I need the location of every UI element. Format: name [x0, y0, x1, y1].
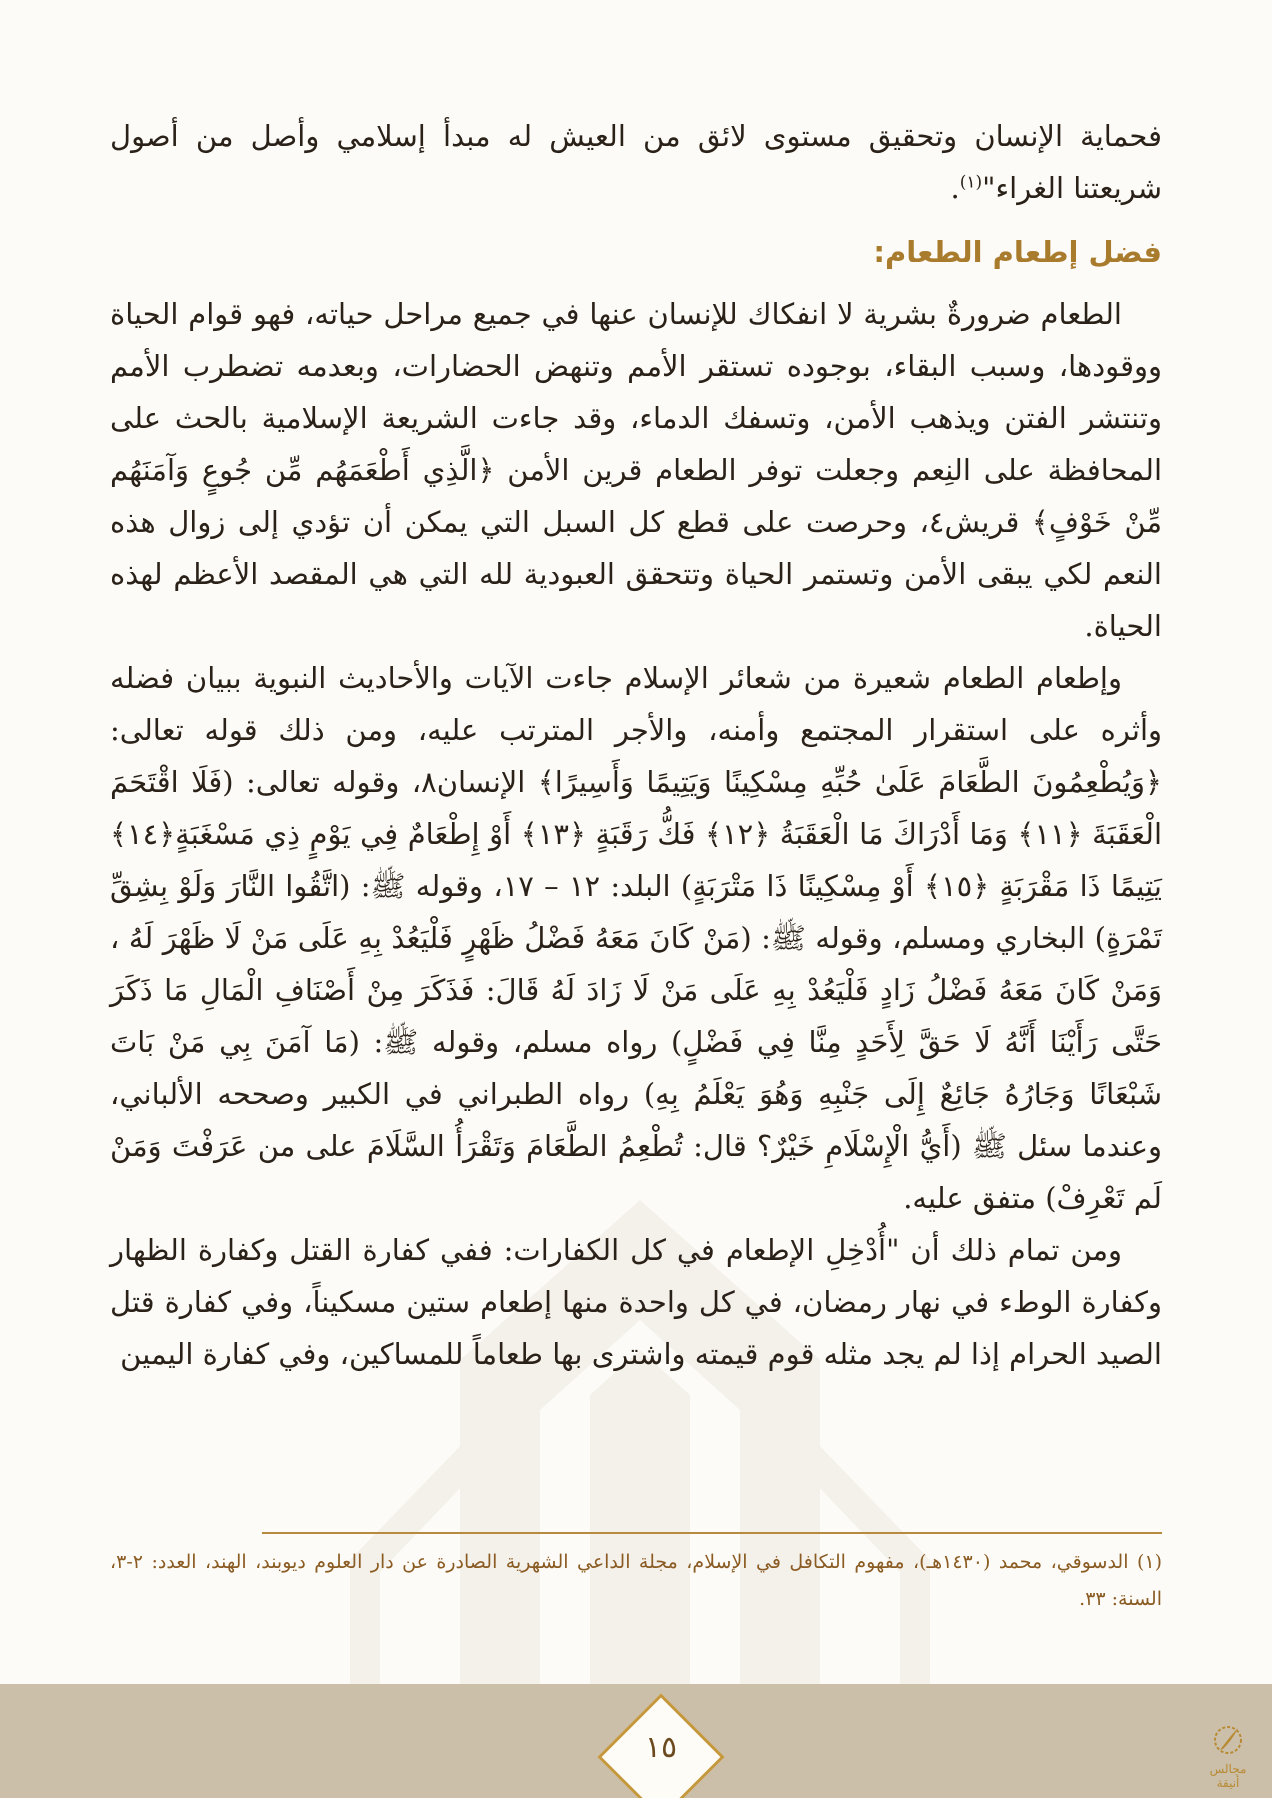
body-paragraph-2: وإطعام الطعام شعيرة من شعائر الإسلام جاءت الآيات والأحاديث النبوية ببيان فضله وأثره على استقرار المجتمع وأمنه، والأجر المترتب عليه، ومن ذلك قوله تعالى: ﴿وَيُطْعِمُونَ الطَّعَامَ عَلَىٰ حُبِّهِ مِسْكِينًا وَيَتِيمًا وَأَسِيرًا﴾ الإنسان٨، وقوله تعالى: (فَلَا اقْتَحَمَ الْعَقَبَةَ ﴿١١﴾ وَمَا أَدْرَاكَ مَا الْعَقَبَةُ ﴿١٢﴾ فَكُّ رَقَبَةٍ ﴿١٣﴾ أَوْ إِطْعَامٌ فِي يَوْمٍ ذِي مَسْغَبَةٍ﴿١٤﴾ يَتِيمًا ذَا مَقْرَبَةٍ ﴿١٥﴾ أَوْ مِسْكِينًا ذَا مَتْرَبَةٍ) البلد: ١٢ – ١٧، وقوله ﷺ: (اتَّقُوا النَّارَ وَلَوْ بِشِقِّ تَمْرَةٍ) البخاري ومسلم، وقوله ﷺ: (مَنْ كَانَ مَعَهُ فَضْلُ ظَهْرٍ فَلْيَعُدْ بِهِ عَلَى مَنْ لَا ظَهْرَ لَهُ ، وَمَنْ كَانَ مَعَهُ فَضْلُ زَادٍ فَلْيَعُدْ بِهِ عَلَى مَنْ لَا زَادَ لَهُ قَالَ: فَذَكَرَ مِنْ أَصْنَافِ الْمَالِ مَا ذَكَرَ حَتَّى رَأَيْنَا أَنَّهُ لَا حَقَّ لِأَحَدٍ مِنَّا فِي فَضْلٍ) رواه مسلم، وقوله ﷺ: (مَا آمَنَ بِي مَنْ بَاتَ شَبْعَانًا وَجَارُهُ جَائِعٌ إِلَى جَنْبِهِ وَهُوَ يَعْلَمُ بِهِ) رواه الطبراني في الكبير وصححه الألباني، وعندما سئل ﷺ (أَيُّ الْإِسْلَامِ خَيْرٌ؟ قال: تُطْعِمُ الطَّعَامَ وَتَقْرَأُ السَّلَامَ على من عَرَفْتَ وَمَنْ لَم تَعْرِفْ) متفق عليه. — [110, 661, 1163, 1215]
section-heading: فضل إطعام الطعام: — [873, 235, 1162, 269]
main-content — [110, 110, 1162, 1380]
footnote: (١) الدسوقي، محمد (١٤٣٠هـ)، مفهوم التكافل في الإسلام، مجلة الداعي الشهرية الصادرة عن دار العلوم ديوبند، الهند، العدد: ٢-٣، السنة: ٣٣. — [110, 1551, 1163, 1610]
quill-emblem-icon — [1210, 1722, 1246, 1758]
body-paragraph-3: ومن تمام ذلك أن "أُدْخِلِ الإطعام في كل الكفارات: ففي كفارة القتل وكفارة الظهار وكفارة الوطء في نهار رمضان، في كل واحدة منها إطعام ستين مسكيناً، وفي كفارة قتل الصيد الحرام إذا لم يجد مثله قوم قيمته واشترى بها طعاماً للمساكين، وفي كفارة اليمين — [110, 1233, 1162, 1371]
intro-paragraph — [110, 110, 1162, 214]
logo-text: مجالس أنيقة — [1209, 1762, 1247, 1790]
footnote-divider — [262, 1532, 1162, 1534]
body-paragraph-1: الطعام ضرورةٌ بشرية لا انفكاك للإنسان عنها في جميع مراحل حياته، فهو قوام الحياة ووقودها، وسبب البقاء، بوجوده تستقر الأمم وتنهض الحضارات، وبعدمه تضطرب الأمم وتنتشر الفتن ويذهب الأمن، وتسفك الدماء، وقد جاءت الشريعة الإسلامية بالحث على المحافظة على النِعم وجعلت توفر الطعام قرين الأمن ﴿الَّذِي أَطْعَمَهُم مِّن جُوعٍ وَآمَنَهُم مِّنْ خَوْفٍ﴾ قريش٤، وحرصت على قطع كل السبل التي يمكن أن تؤدي إلى زوال هذه النعم لكي يبقى الأمن وتستمر الحياة وتتحقق العبودية لله التي هي المقصد الأعظم لهذه الحياة. — [110, 297, 1162, 643]
footnote-reference[interactable]: (١) — [959, 172, 983, 193]
publisher-logo — [1198, 1722, 1258, 1790]
intro-paragraph-text: فحماية الإنسان وتحقيق مستوى لائق من العيش له مبدأ إسلامي وأصل من أصول شريعتنا الغراء" — [110, 119, 1162, 205]
intro-paragraph-tail: . — [950, 171, 960, 205]
page-number: ١٥ — [644, 1730, 678, 1765]
